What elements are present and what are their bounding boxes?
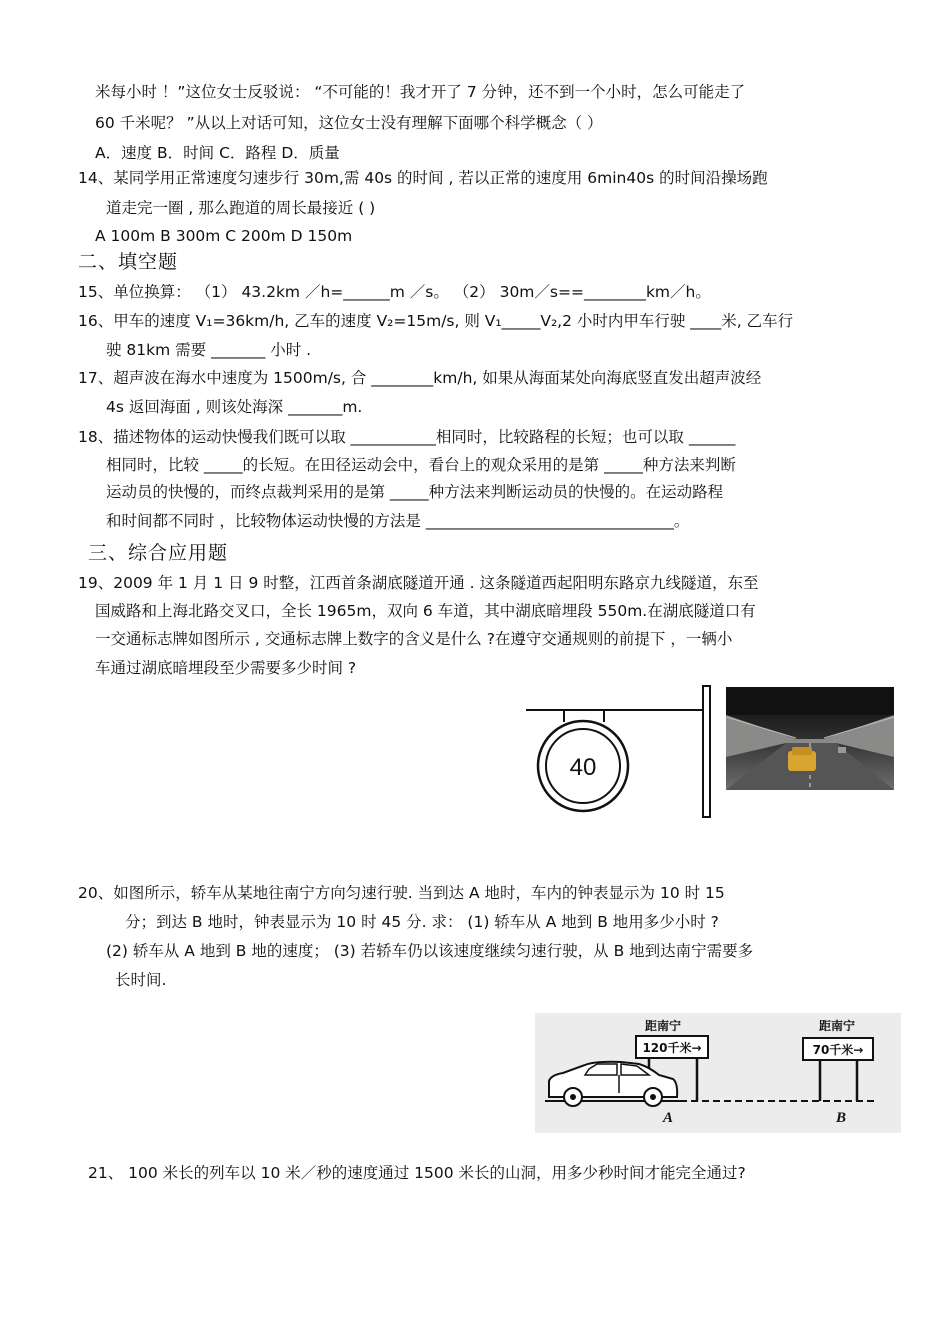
point-b-label: B xyxy=(835,1110,847,1126)
q14-options: A 100m B 300m C 200m D 150m xyxy=(95,227,353,245)
section-heading-fill-in: 二、填空题 xyxy=(78,251,179,273)
q13-options: A．速度 B．时间 C．路程 D．质量 xyxy=(95,144,340,162)
q18-line2: 相同时，比较 _____的长短。在田径运动会中，看台上的观众采用的是第 _____种方法来判断 xyxy=(106,456,736,474)
q18-line4: 和时间都不同时 ，比较物体运动快慢的方法是 ________________________________。 xyxy=(106,512,690,530)
q16-line2: 驶 81km 需要 _______ 小时 . xyxy=(106,341,312,359)
q19-line2: 国威路和上海北路交叉口，全长 1965m，双向 6 车道，其中湖底暗埋段 550m.在湖底隧道口有 xyxy=(95,602,756,620)
sign-b-distance: 70千米→ xyxy=(812,1043,864,1057)
q14-line2: 道走完一圈 , 那么跑道的周长最接近 ( ) xyxy=(106,199,376,217)
sign-a-title: 距南宁 xyxy=(644,1019,682,1033)
q21: 21、 100 米长的列车以 10 米／秒的速度通过 1500 米长的山洞，用多少秒时间才能完全通过? xyxy=(88,1164,746,1182)
q13-line2: 60 千米呢？ ”从以上对话可知，这位女士没有理解下面哪个科学概念（ ） xyxy=(95,114,603,132)
q20-line1: 20、如图所示，轿车从某地往南宁方向匀速行驶. 当到达 A 地时，车内的钟表显示为 10 时 15 xyxy=(78,884,725,902)
q20-line4: 长时间. xyxy=(115,971,167,989)
q20-line3: (2) 轿车从 A 地到 B 地的速度； (3) 若轿车仍以该速度继续匀速行驶，从 B 地到达南宁需要多 xyxy=(106,942,754,960)
q15: 15、单位换算： （1） 43.2km ／h=______m ／s。 （2） 30m／s==________km／h。 xyxy=(78,283,711,301)
point-a-label: A xyxy=(662,1110,674,1126)
q13-line1: 米每小时 ！”这位女士反驳说： “不可能的！我才开了 7 分钟，还不到一个小时，怎么可能走了 xyxy=(95,83,746,101)
section-heading-application: 三、综合应用题 xyxy=(88,542,229,564)
q16-line1: 16、甲车的速度 V₁=36km/h, 乙车的速度 V₂=15m/s, 则 V₁_____V₂,2 小时内甲车行驶 ____米, 乙车行 xyxy=(78,312,794,330)
tunnel-photo xyxy=(726,687,894,790)
sign-a-distance: 120千米→ xyxy=(642,1041,702,1055)
q20-line2: 分；到达 B 地时，钟表显示为 10 时 45 分. 求： (1) 轿车从 A 地到 B 地用多少小时 ? xyxy=(125,913,719,931)
q19-line4: 车通过湖底暗埋段至少需要多少时间 ? xyxy=(95,659,357,677)
q14-line1: 14、某同学用正常速度匀速步行 30m,需 40s 的时间 , 若以正常的速度用 6min40s 的时间沿操场跑 xyxy=(78,169,768,187)
q17-line2: 4s 返回海面 , 则该处海深 _______m. xyxy=(106,398,363,416)
q17-line1: 17、超声波在海水中速度为 1500m/s, 合 ________km/h, 如果从海面某处向海底竖直发出超声波经 xyxy=(78,369,762,387)
sign-b-title: 距南宁 xyxy=(818,1019,856,1033)
q18-line1: 18、描述物体的运动快慢我们既可以取 ___________相同时，比较路程的长短；也可以取 ______ xyxy=(78,428,736,446)
speed-limit-value: 40 xyxy=(569,754,597,781)
car-distance-signs-figure xyxy=(535,1013,901,1133)
q18-line3: 运动员的快慢的，而终点裁判采用的是第 _____种方法来判断运动员的快慢的。在运动路程 xyxy=(106,483,724,501)
speed-limit-sign-figure xyxy=(520,684,720,819)
q19-line1: 19、2009 年 1 月 1 日 9 时整，江西首条湖底隧道开通 . 这条隧道西起阳明东路京九线隧道，东至 xyxy=(78,574,759,592)
q19-line3: 一交通标志牌如图所示 , 交通标志牌上数字的含义是什么 ?在遵守交通规则的前提下 ，一辆小 xyxy=(95,630,733,648)
